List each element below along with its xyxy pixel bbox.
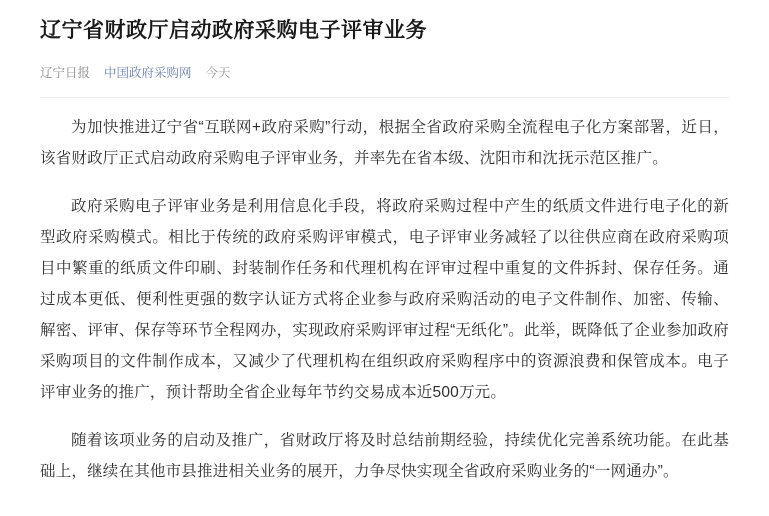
- meta-timestamp: 今天: [205, 66, 231, 81]
- article-paragraph: 为加快推进辽宁省“互联网+政府采购”行动，根据全省政府采购全流程电子化方案部署，近日，该省财政厅正式启动政府采购电子评审业务，并率先在省本级、沈阳市和沈抚示范区推广。: [40, 119, 729, 168]
- article-paragraph: 政府采购电子评审业务是利用信息化手段，将政府采购过程中产生的纸质文件进行电子化的新型政府采购模式。相比于传统的政府采购评审模式，电子评审业务减轻了以往供应商在政府采购项目中繁重的纸质文件印刷、封装制作任务和代理机构在评审过程中重复的文件拆封、保存任务。通过成本更低、便利性更强的数字认证方式将企业参与政府采购活动的电子文件制作、加密、传输、解密、评审、保存等环节全程网办，实现政府采购评审过程“无纸化”。此举，既降低了企业参加政府采购项目的文件制作成本，又减少了代理机构在组织政府采购程序中的资源浪费和保管成本。电子评审业务的推广，预计帮助全省企业每年节约交易成本近500万元。: [40, 198, 729, 402]
- page-title: 辽宁省财政厅启动政府采购电子评审业务: [40, 19, 427, 42]
- meta-source: 辽宁日报: [40, 66, 91, 81]
- header-divider: [40, 97, 729, 98]
- article-meta: [40, 63, 729, 81]
- article-paragraph: 随着该项业务的启动及推广，省财政厅将及时总结前期经验，持续优化完善系统功能。在此基础上，继续在其他市县推进相关业务的展开，力争尽快实现全省政府采购业务的“一网通办”。: [40, 432, 729, 481]
- article-body: [40, 112, 729, 487]
- meta-source-link[interactable]: 中国政府采购网: [104, 66, 192, 81]
